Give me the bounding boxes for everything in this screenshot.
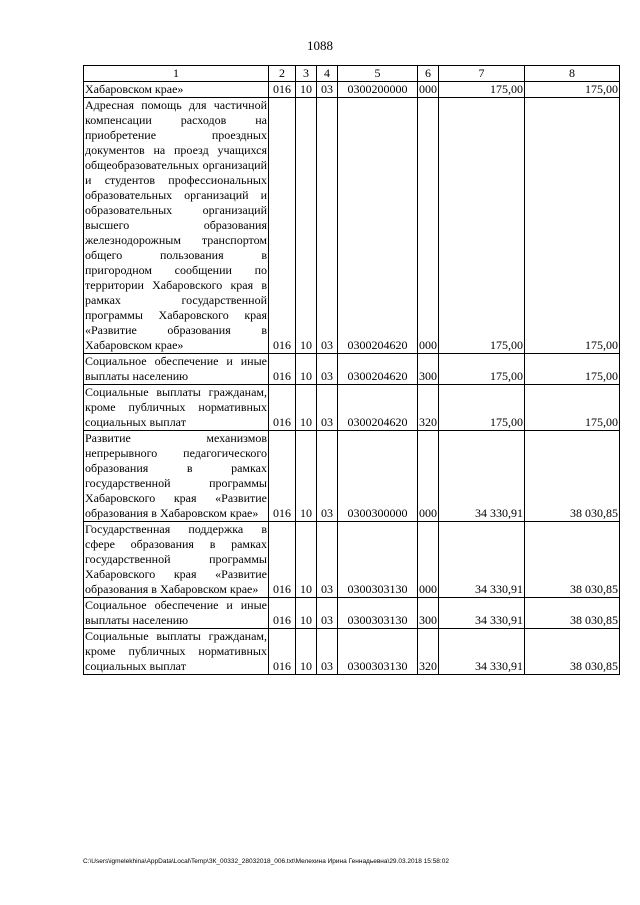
row-amount-col7: 175,00 <box>439 82 525 98</box>
file-path-footer: C:\Users\igmelekhina\AppData\Local\Temp\ЗК_00332_28032018_006.txt\Мелехина Ирина Геннадьевна\29.03.2018 15:58:02 <box>83 858 449 865</box>
row-name: Социальные выплаты гражданам, кроме публичных нормативных социальных выплат <box>85 385 267 429</box>
row-amount-col8: 175,00 <box>525 354 620 385</box>
row-expense-type: 000 <box>419 82 437 96</box>
row-subsection-code: 03 <box>317 82 338 98</box>
column-header: 1 <box>84 66 269 82</box>
table-row <box>84 82 620 98</box>
row-amount-col7: 34 330,91 <box>439 598 525 629</box>
page-number: 1088 <box>307 38 333 53</box>
row-amount-col7: 175,00 <box>439 385 525 431</box>
row-amount-col7: 34 330,91 <box>439 522 525 598</box>
row-target-code: 0300200000 <box>338 82 418 98</box>
row-ministry-code: 016 <box>269 522 296 598</box>
row-ministry-code: 016 <box>269 431 296 522</box>
column-header: 6 <box>418 66 439 82</box>
row-amount-col7: 34 330,91 <box>439 629 525 675</box>
row-name: Хабаровском крае» <box>84 82 269 98</box>
budget-table <box>83 65 620 675</box>
table-row <box>84 629 620 675</box>
row-section-code: 10 <box>296 598 317 629</box>
table-row <box>84 354 620 385</box>
row-amount-col8: 175,00 <box>525 385 620 431</box>
row-subsection-code: 03 <box>317 431 338 522</box>
table-row <box>84 522 620 598</box>
row-ministry-code: 016 <box>269 385 296 431</box>
row-subsection-code: 03 <box>317 522 338 598</box>
row-expense-type: 300 <box>418 598 439 629</box>
column-header: 3 <box>296 66 317 82</box>
row-subsection-code: 03 <box>317 98 338 354</box>
row-name: Государственная поддержка в сфере образования в рамках государственной программы Хабаровского края «Развитие образования в Хабаровском крае» <box>85 522 267 596</box>
row-name: Социальное обеспечение и иные выплаты населению <box>85 598 267 627</box>
row-target-code: 0300204620 <box>338 385 418 431</box>
row-target-code: 0300303130 <box>338 598 418 629</box>
row-amount-col8: 175,00 <box>525 98 620 354</box>
row-expense-type: 300 <box>418 354 439 385</box>
row-name: Социальное обеспечение и иные выплаты населению <box>85 354 267 383</box>
row-expense-type: 000 <box>418 431 439 522</box>
column-header: 4 <box>317 66 338 82</box>
row-ministry-code: 016 <box>269 354 296 385</box>
row-expense-type: 320 <box>418 629 439 675</box>
row-target-code: 0300303130 <box>338 629 418 675</box>
row-ministry-code: 016 <box>269 98 296 354</box>
row-amount-col8: 38 030,85 <box>525 522 620 598</box>
row-amount-col8: 38 030,85 <box>525 598 620 629</box>
row-ministry-code: 016 <box>269 82 296 98</box>
table-header-row <box>84 66 620 82</box>
row-name: Социальные выплаты гражданам, кроме публичных нормативных социальных выплат <box>85 629 267 673</box>
table-row <box>84 385 620 431</box>
row-section-code: 10 <box>296 98 317 354</box>
row-ministry-code: 016 <box>269 598 296 629</box>
row-section-code: 10 <box>296 522 317 598</box>
row-ministry-code: 016 <box>269 629 296 675</box>
row-section-code: 10 <box>296 354 317 385</box>
row-expense-type: 000 <box>418 98 439 354</box>
table-row <box>84 431 620 522</box>
row-section-code: 10 <box>296 629 317 675</box>
row-amount-col8: 38 030,85 <box>525 629 620 675</box>
row-subsection-code: 03 <box>317 629 338 675</box>
column-header: 5 <box>338 66 418 82</box>
row-expense-type: 320 <box>418 385 439 431</box>
row-target-code: 0300204620 <box>338 354 418 385</box>
column-header: 2 <box>269 66 296 82</box>
row-section-code: 10 <box>296 82 317 98</box>
row-subsection-code: 03 <box>317 598 338 629</box>
row-name: Развитие механизмов непрерывного педагогического образования в рамках государственной программы Хабаровского края «Развитие образования в Хабаровском крае» <box>85 431 267 520</box>
row-amount-col8: 175,00 <box>525 82 620 98</box>
row-section-code: 10 <box>296 431 317 522</box>
row-name: Адресная помощь для частичной компенсации расходов на приобретение проездных документов на проезд учащихся общеобразовательных организаций и студентов профессиональных образовательных организаций и образовательных организаций высшего образования железнодорожным транспортом общего пользования в пригородном сообщении по территории Хабаровского края в рамках государственной программы Хабаровского края «Развитие образования в Хабаровском крае» <box>85 98 267 352</box>
row-target-code: 0300300000 <box>338 431 418 522</box>
column-header: 7 <box>439 66 525 82</box>
row-target-code: 0300204620 <box>338 98 418 354</box>
column-header: 8 <box>525 66 620 82</box>
row-amount-col7: 175,00 <box>439 98 525 354</box>
row-subsection-code: 03 <box>317 354 338 385</box>
row-amount-col7: 34 330,91 <box>439 431 525 522</box>
row-section-code: 10 <box>296 385 317 431</box>
table-row <box>84 598 620 629</box>
row-subsection-code: 03 <box>317 385 338 431</box>
row-amount-col7: 175,00 <box>439 354 525 385</box>
table-row <box>84 98 620 354</box>
row-target-code: 0300303130 <box>338 522 418 598</box>
row-amount-col8: 38 030,85 <box>525 431 620 522</box>
row-expense-type: 000 <box>418 522 439 598</box>
